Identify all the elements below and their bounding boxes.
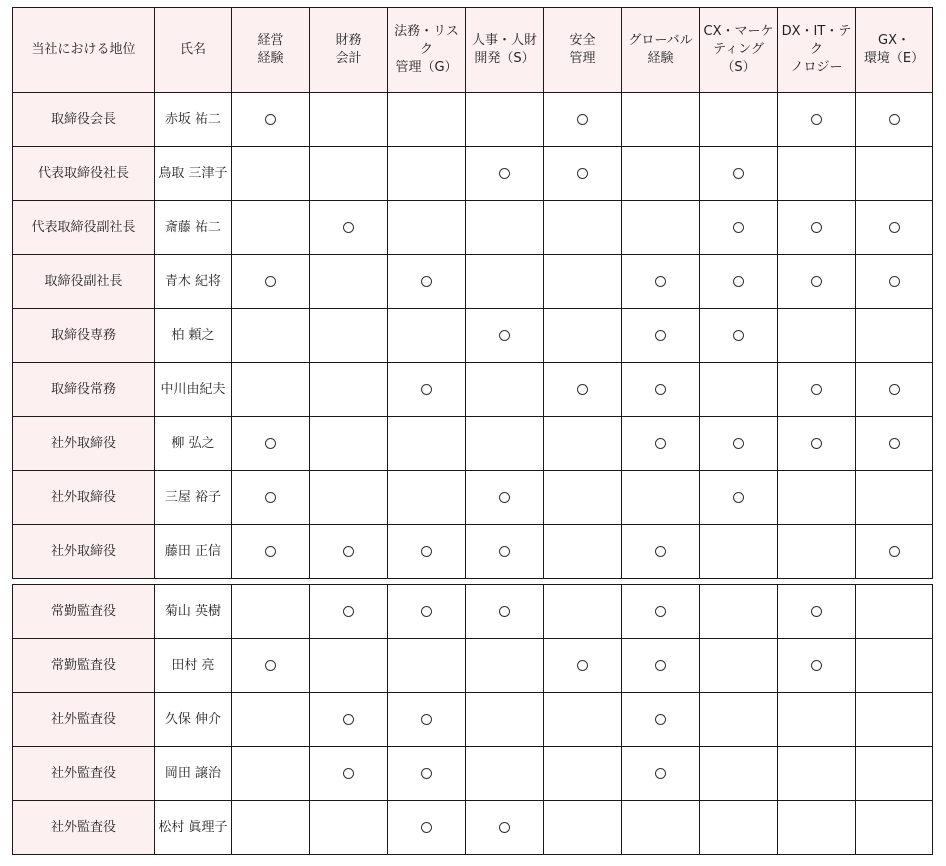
table-row bbox=[13, 93, 933, 147]
skill-cell bbox=[778, 801, 856, 855]
circle-mark-icon bbox=[343, 222, 354, 233]
skill-cell bbox=[232, 585, 310, 639]
circle-mark-icon bbox=[655, 546, 666, 557]
skill-cell bbox=[232, 417, 310, 471]
skill-cell bbox=[466, 471, 544, 525]
circle-mark-icon bbox=[733, 168, 744, 179]
circle-mark-icon bbox=[499, 606, 510, 617]
skill-cell bbox=[310, 693, 388, 747]
skill-cell bbox=[232, 363, 310, 417]
circle-mark-icon bbox=[889, 222, 900, 233]
table-row bbox=[13, 147, 933, 201]
skill-cell bbox=[544, 693, 622, 747]
circle-mark-icon bbox=[421, 822, 432, 833]
position-cell: 取締役常務 bbox=[13, 363, 155, 417]
skill-cell bbox=[388, 417, 466, 471]
skill-cell bbox=[466, 255, 544, 309]
skill-cell bbox=[544, 201, 622, 255]
circle-mark-icon bbox=[265, 660, 276, 671]
skill-cell bbox=[232, 639, 310, 693]
circle-mark-icon bbox=[889, 114, 900, 125]
position-cell: 社外取締役 bbox=[13, 471, 155, 525]
header-skill-7 bbox=[778, 8, 856, 93]
circle-mark-icon bbox=[265, 114, 276, 125]
circle-mark-icon bbox=[655, 330, 666, 341]
table-row bbox=[13, 417, 933, 471]
circle-mark-icon bbox=[811, 222, 822, 233]
name-cell: 久保 伸介 bbox=[155, 693, 232, 747]
skill-cell bbox=[622, 471, 700, 525]
skill-cell bbox=[544, 255, 622, 309]
skill-cell bbox=[310, 147, 388, 201]
name-cell: 田村 亮 bbox=[155, 639, 232, 693]
skill-cell bbox=[388, 363, 466, 417]
skill-cell bbox=[622, 693, 700, 747]
header-skill-line: 管理 bbox=[569, 51, 596, 66]
skill-cell bbox=[232, 525, 310, 579]
skill-cell bbox=[622, 363, 700, 417]
name-cell: 中川由紀夫 bbox=[155, 363, 232, 417]
circle-mark-icon bbox=[733, 276, 744, 287]
skill-cell bbox=[310, 201, 388, 255]
skill-cell bbox=[856, 309, 933, 363]
circle-mark-icon bbox=[811, 114, 822, 125]
skill-cell bbox=[778, 585, 856, 639]
skill-cell bbox=[466, 363, 544, 417]
directors-section bbox=[13, 93, 933, 579]
skill-cell bbox=[622, 585, 700, 639]
skill-cell bbox=[700, 93, 778, 147]
header-skill-line: ティング（S） bbox=[713, 42, 764, 75]
table-row bbox=[13, 693, 933, 747]
circle-mark-icon bbox=[499, 822, 510, 833]
circle-mark-icon bbox=[265, 276, 276, 287]
skill-cell bbox=[544, 93, 622, 147]
header-name: 氏名 bbox=[155, 8, 232, 93]
skill-cell bbox=[310, 255, 388, 309]
skill-cell bbox=[388, 639, 466, 693]
table-row bbox=[13, 747, 933, 801]
circle-mark-icon bbox=[889, 438, 900, 449]
skill-cell bbox=[388, 693, 466, 747]
skill-cell bbox=[856, 801, 933, 855]
header-skill-1 bbox=[310, 8, 388, 93]
skill-cell bbox=[544, 147, 622, 201]
circle-mark-icon bbox=[655, 438, 666, 449]
skill-cell bbox=[856, 201, 933, 255]
name-cell: 鳥取 三津子 bbox=[155, 147, 232, 201]
skill-cell bbox=[622, 147, 700, 201]
header-row bbox=[13, 8, 933, 93]
header-skill-line: 管理（G） bbox=[395, 60, 458, 75]
header-skill-line: 経験 bbox=[257, 51, 284, 66]
position-cell: 常勤監査役 bbox=[13, 585, 155, 639]
skill-cell bbox=[544, 525, 622, 579]
skill-cell bbox=[232, 801, 310, 855]
circle-mark-icon bbox=[265, 438, 276, 449]
header-skill-line: DX・IT・テク bbox=[781, 24, 852, 57]
skill-cell bbox=[856, 93, 933, 147]
circle-mark-icon bbox=[343, 606, 354, 617]
skill-matrix bbox=[12, 7, 932, 855]
position-cell: 取締役副社長 bbox=[13, 255, 155, 309]
skill-cell bbox=[856, 693, 933, 747]
skill-cell bbox=[388, 93, 466, 147]
skill-cell bbox=[778, 147, 856, 201]
skill-cell bbox=[388, 801, 466, 855]
skill-cell bbox=[232, 747, 310, 801]
skill-cell bbox=[232, 309, 310, 363]
skill-cell bbox=[622, 255, 700, 309]
skill-cell bbox=[856, 639, 933, 693]
skill-cell bbox=[856, 585, 933, 639]
skill-cell bbox=[700, 585, 778, 639]
header-skill-4 bbox=[544, 8, 622, 93]
skill-cell bbox=[778, 639, 856, 693]
table-row bbox=[13, 801, 933, 855]
circle-mark-icon bbox=[499, 168, 510, 179]
circle-mark-icon bbox=[499, 492, 510, 503]
circle-mark-icon bbox=[421, 546, 432, 557]
circle-mark-icon bbox=[655, 660, 666, 671]
circle-mark-icon bbox=[343, 768, 354, 779]
circle-mark-icon bbox=[655, 606, 666, 617]
header-position: 当社における地位 bbox=[13, 8, 155, 93]
header-skill-0 bbox=[232, 8, 310, 93]
skill-cell bbox=[544, 639, 622, 693]
table-row bbox=[13, 471, 933, 525]
circle-mark-icon bbox=[577, 168, 588, 179]
circle-mark-icon bbox=[811, 660, 822, 671]
skill-cell bbox=[310, 471, 388, 525]
skill-cell bbox=[700, 363, 778, 417]
position-cell: 常勤監査役 bbox=[13, 639, 155, 693]
skill-cell bbox=[466, 417, 544, 471]
skill-cell bbox=[310, 417, 388, 471]
skill-cell bbox=[232, 693, 310, 747]
name-cell: 松村 眞理子 bbox=[155, 801, 232, 855]
skill-cell bbox=[700, 255, 778, 309]
circle-mark-icon bbox=[889, 384, 900, 395]
skill-cell bbox=[700, 309, 778, 363]
skill-cell bbox=[466, 201, 544, 255]
skill-cell bbox=[778, 93, 856, 147]
position-cell: 代表取締役社長 bbox=[13, 147, 155, 201]
header-skill-8 bbox=[856, 8, 933, 93]
skill-cell bbox=[466, 801, 544, 855]
skill-cell bbox=[856, 525, 933, 579]
skill-cell bbox=[622, 801, 700, 855]
skill-cell bbox=[466, 585, 544, 639]
table-row bbox=[13, 585, 933, 639]
skill-cell bbox=[388, 147, 466, 201]
name-cell: 青木 紀将 bbox=[155, 255, 232, 309]
skill-matrix-table bbox=[12, 7, 933, 855]
position-cell: 社外監査役 bbox=[13, 747, 155, 801]
header-skill-2 bbox=[388, 8, 466, 93]
skill-cell bbox=[388, 525, 466, 579]
header-skill-6 bbox=[700, 8, 778, 93]
skill-cell bbox=[544, 801, 622, 855]
position-cell: 取締役専務 bbox=[13, 309, 155, 363]
header-skill-line: 安全 bbox=[569, 33, 596, 48]
position-cell: 社外監査役 bbox=[13, 693, 155, 747]
circle-mark-icon bbox=[733, 492, 744, 503]
circle-mark-icon bbox=[811, 438, 822, 449]
header-skill-line: CX・マーケ bbox=[703, 24, 774, 39]
skill-cell bbox=[622, 417, 700, 471]
name-cell: 藤田 正信 bbox=[155, 525, 232, 579]
circle-mark-icon bbox=[655, 768, 666, 779]
header-skill-3 bbox=[466, 8, 544, 93]
header-skill-line: 会計 bbox=[335, 51, 362, 66]
header-skill-line: 経営 bbox=[257, 33, 284, 48]
skill-cell bbox=[388, 309, 466, 363]
table-row bbox=[13, 639, 933, 693]
skill-cell bbox=[856, 747, 933, 801]
circle-mark-icon bbox=[733, 330, 744, 341]
skill-cell bbox=[466, 309, 544, 363]
name-cell: 柏 頼之 bbox=[155, 309, 232, 363]
circle-mark-icon bbox=[343, 546, 354, 557]
name-cell: 赤坂 祐二 bbox=[155, 93, 232, 147]
skill-cell bbox=[310, 93, 388, 147]
skill-cell bbox=[466, 147, 544, 201]
circle-mark-icon bbox=[655, 384, 666, 395]
skill-cell bbox=[310, 309, 388, 363]
circle-mark-icon bbox=[499, 330, 510, 341]
skill-cell bbox=[544, 471, 622, 525]
table-row bbox=[13, 309, 933, 363]
circle-mark-icon bbox=[577, 114, 588, 125]
circle-mark-icon bbox=[889, 276, 900, 287]
skill-cell bbox=[622, 639, 700, 693]
position-cell: 社外取締役 bbox=[13, 417, 155, 471]
position-cell: 社外取締役 bbox=[13, 525, 155, 579]
skill-cell bbox=[232, 147, 310, 201]
skill-cell bbox=[232, 471, 310, 525]
circle-mark-icon bbox=[655, 276, 666, 287]
skill-cell bbox=[622, 309, 700, 363]
circle-mark-icon bbox=[889, 546, 900, 557]
skill-cell bbox=[778, 747, 856, 801]
skill-cell bbox=[856, 363, 933, 417]
skill-cell bbox=[310, 801, 388, 855]
name-cell: 柳 弘之 bbox=[155, 417, 232, 471]
skill-cell bbox=[700, 201, 778, 255]
skill-cell bbox=[388, 585, 466, 639]
skill-cell bbox=[700, 147, 778, 201]
table-row bbox=[13, 525, 933, 579]
skill-cell bbox=[310, 585, 388, 639]
skill-cell bbox=[310, 525, 388, 579]
circle-mark-icon bbox=[265, 546, 276, 557]
skill-cell bbox=[700, 747, 778, 801]
skill-cell bbox=[700, 639, 778, 693]
position-cell: 取締役会長 bbox=[13, 93, 155, 147]
header-skill-line: グローバル bbox=[628, 33, 693, 48]
table-row bbox=[13, 255, 933, 309]
skill-cell bbox=[778, 417, 856, 471]
skill-cell bbox=[856, 471, 933, 525]
circle-mark-icon bbox=[811, 606, 822, 617]
circle-mark-icon bbox=[421, 714, 432, 725]
name-cell: 岡田 譲治 bbox=[155, 747, 232, 801]
name-cell: 三屋 裕子 bbox=[155, 471, 232, 525]
skill-cell bbox=[544, 309, 622, 363]
skill-cell bbox=[700, 417, 778, 471]
name-cell: 斎藤 祐二 bbox=[155, 201, 232, 255]
position-cell: 代表取締役副社長 bbox=[13, 201, 155, 255]
skill-cell bbox=[778, 693, 856, 747]
skill-cell bbox=[622, 93, 700, 147]
header-skill-line: 開発（S） bbox=[474, 51, 535, 66]
header-skill-line: 法務・リスク bbox=[394, 24, 459, 57]
table-row bbox=[13, 201, 933, 255]
skill-cell bbox=[310, 363, 388, 417]
skill-cell bbox=[544, 363, 622, 417]
circle-mark-icon bbox=[655, 714, 666, 725]
skill-cell bbox=[232, 255, 310, 309]
skill-cell bbox=[778, 471, 856, 525]
auditors-section bbox=[13, 585, 933, 855]
skill-cell bbox=[778, 525, 856, 579]
skill-cell bbox=[622, 201, 700, 255]
header-skill-line: 経験 bbox=[647, 51, 674, 66]
skill-cell bbox=[622, 525, 700, 579]
skill-cell bbox=[466, 93, 544, 147]
skill-cell bbox=[622, 747, 700, 801]
circle-mark-icon bbox=[733, 438, 744, 449]
circle-mark-icon bbox=[499, 546, 510, 557]
skill-cell bbox=[778, 309, 856, 363]
skill-cell bbox=[778, 363, 856, 417]
skill-cell bbox=[232, 201, 310, 255]
circle-mark-icon bbox=[265, 492, 276, 503]
skill-cell bbox=[388, 747, 466, 801]
circle-mark-icon bbox=[343, 714, 354, 725]
table-row bbox=[13, 363, 933, 417]
skill-cell bbox=[778, 201, 856, 255]
position-cell: 社外監査役 bbox=[13, 801, 155, 855]
skill-cell bbox=[700, 693, 778, 747]
circle-mark-icon bbox=[421, 606, 432, 617]
name-cell: 菊山 英樹 bbox=[155, 585, 232, 639]
skill-cell bbox=[388, 255, 466, 309]
circle-mark-icon bbox=[577, 384, 588, 395]
skill-cell bbox=[232, 93, 310, 147]
skill-cell bbox=[544, 747, 622, 801]
circle-mark-icon bbox=[733, 222, 744, 233]
skill-cell bbox=[466, 747, 544, 801]
skill-cell bbox=[388, 471, 466, 525]
circle-mark-icon bbox=[421, 768, 432, 779]
skill-cell bbox=[856, 255, 933, 309]
header-skill-line: 財務 bbox=[335, 33, 362, 48]
header-skill-5 bbox=[622, 8, 700, 93]
skill-cell bbox=[544, 417, 622, 471]
header-skill-line: 環境（E） bbox=[863, 51, 925, 66]
skill-cell bbox=[466, 639, 544, 693]
skill-cell bbox=[310, 639, 388, 693]
circle-mark-icon bbox=[421, 384, 432, 395]
skill-cell bbox=[466, 525, 544, 579]
header-skill-line: 人事・人財 bbox=[471, 33, 537, 48]
skill-cell bbox=[700, 801, 778, 855]
skill-cell bbox=[310, 747, 388, 801]
skill-cell bbox=[700, 525, 778, 579]
circle-mark-icon bbox=[577, 660, 588, 671]
skill-cell bbox=[778, 255, 856, 309]
header-skill-line: GX・ bbox=[878, 33, 910, 48]
skill-cell bbox=[388, 201, 466, 255]
skill-cell bbox=[544, 585, 622, 639]
skill-cell bbox=[856, 147, 933, 201]
skill-cell bbox=[466, 693, 544, 747]
header-skill-line: ノロジー bbox=[790, 60, 843, 75]
circle-mark-icon bbox=[811, 276, 822, 287]
skill-cell bbox=[856, 417, 933, 471]
circle-mark-icon bbox=[811, 384, 822, 395]
circle-mark-icon bbox=[421, 276, 432, 287]
skill-cell bbox=[700, 471, 778, 525]
